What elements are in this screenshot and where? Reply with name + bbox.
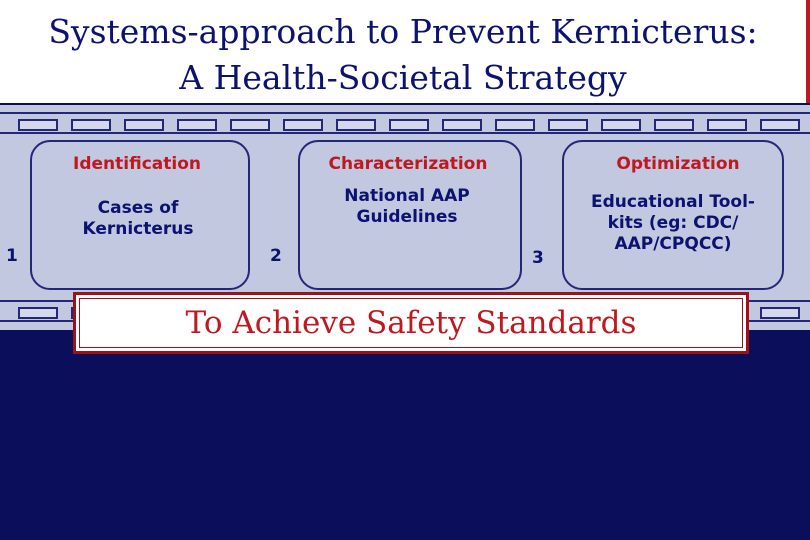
rail-slot (389, 119, 429, 131)
rail-slot (760, 307, 800, 319)
rail-slot (177, 119, 217, 131)
rail-slot (18, 119, 58, 131)
rail-slot (548, 119, 588, 131)
step-1-heading: Identification (52, 154, 222, 174)
step-1-body-line-2: Kernicterus (82, 219, 194, 239)
rail-slot (707, 119, 747, 131)
rail-slot (71, 119, 111, 131)
title-line-1: Systems-approach to Prevent Kernicterus: (48, 12, 758, 51)
rail-slot (124, 119, 164, 131)
step-3-heading: Optimization (598, 154, 758, 174)
step-2-number: 2 (270, 246, 282, 266)
rail-slot (654, 119, 694, 131)
step-1-body (48, 198, 228, 240)
rail-slot (283, 119, 323, 131)
goal-banner-text: To Achieve Safety Standards (185, 305, 637, 341)
title-line-2: A Health-Societal Strategy (179, 58, 627, 97)
title-box (0, 0, 810, 103)
step-1-body-line-1: Cases of (97, 198, 179, 218)
goal-banner (73, 292, 749, 354)
rail-slot (495, 119, 535, 131)
step-2-body-line-2: Guidelines (356, 207, 458, 227)
step-3-body-line-3: AAP/CPQCC) (614, 234, 732, 254)
step-2-body (312, 186, 502, 228)
rail-slot (760, 119, 800, 131)
rail-slot (336, 119, 376, 131)
rail-slot (18, 307, 58, 319)
step-3-body-line-2: kits (eg: CDC/ (607, 213, 739, 233)
step-2-body-line-1: National AAP (344, 186, 470, 206)
rail-slot (601, 119, 641, 131)
rail-slot (442, 119, 482, 131)
step-2-heading: Characterization (308, 154, 508, 174)
rail-slot (230, 119, 270, 131)
step-3-body-line-1: Educational Tool- (591, 192, 755, 212)
step-3-body (562, 192, 784, 255)
step-1-number: 1 (6, 246, 18, 266)
top-rail (0, 112, 810, 134)
step-3-number: 3 (532, 248, 544, 268)
